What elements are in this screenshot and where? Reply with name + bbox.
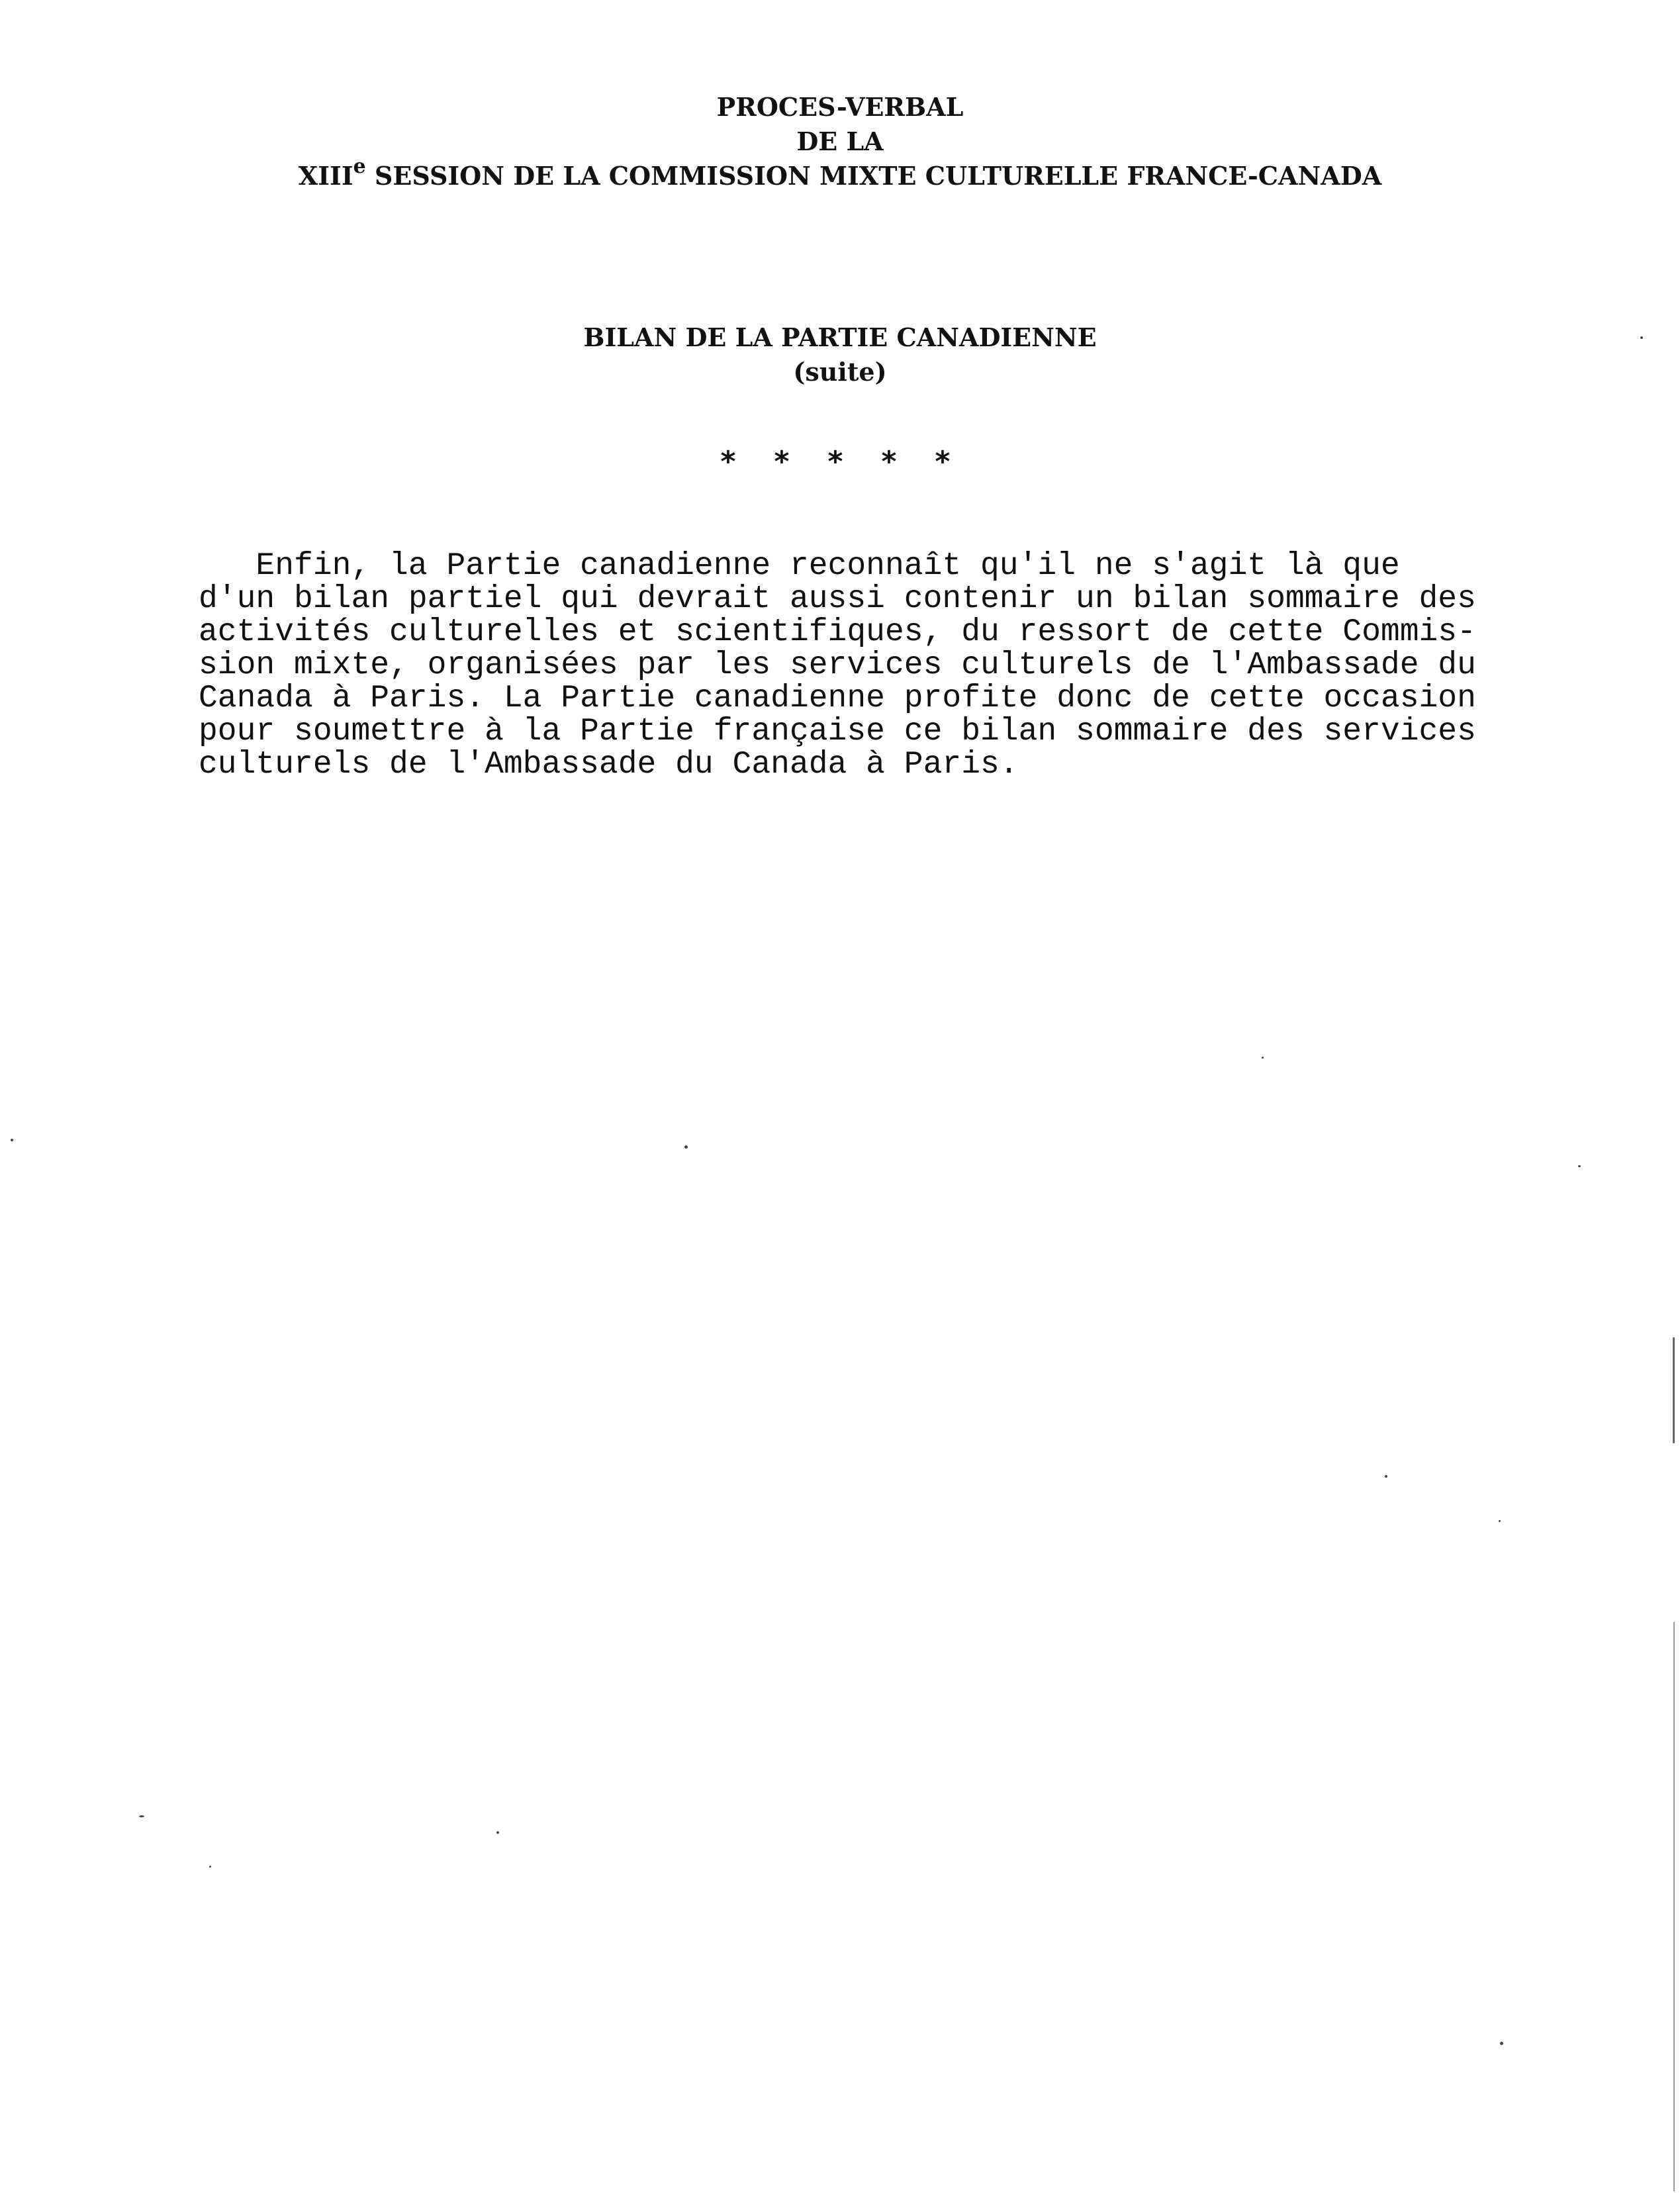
title-line-3	[0, 155, 1680, 193]
paragraph-line: pour soumettre à la Partie française ce bilan sommaire des services	[199, 714, 1476, 749]
scan-speck	[209, 1866, 211, 1868]
scan-speck	[1578, 1165, 1581, 1167]
document-title	[0, 90, 1680, 193]
session-title: SESSION DE LA COMMISSION MIXTE CULTURELLE FRANCE-CANADA	[365, 161, 1382, 191]
scan-speck	[139, 1815, 144, 1817]
title-line-2: DE LA	[796, 126, 884, 156]
scan-speck	[11, 1139, 13, 1141]
paragraph-line: Enfin, la Partie canadienne reconnaît qu'il ne s'agit là que	[199, 548, 1400, 584]
scan-speck	[1499, 1520, 1501, 1522]
paragraph-line: activités culturelles et scientifiques, du ressort de cette Commis-	[199, 614, 1476, 650]
session-number: XIII	[298, 161, 353, 191]
section-title: BILAN DE LA PARTIE CANADIENNE	[583, 322, 1097, 352]
scan-edge-line	[1673, 1337, 1675, 1443]
scan-speck	[1640, 336, 1643, 339]
section-subtitle: (suite)	[793, 357, 887, 387]
paragraph-line: Canada à Paris. La Partie canadienne profite donc de cette occasion	[199, 681, 1476, 716]
section-heading	[0, 320, 1680, 389]
session-ordinal-suffix: e	[353, 155, 366, 178]
scan-speck	[684, 1145, 688, 1149]
scan-speck	[1262, 1057, 1264, 1059]
title-line-1: PROCES-VERBAL	[716, 92, 964, 122]
paragraph-line: culturels de l'Ambassade du Canada à Paris.	[199, 747, 1019, 783]
paragraph-line: d'un bilan partiel qui devrait aussi contenir un bilan sommaire des	[199, 581, 1476, 617]
asterisk-separator: * * * * *	[719, 445, 961, 479]
scan-speck	[1500, 2042, 1503, 2045]
paragraph-line: sion mixte, organisées par les services culturels de l'Ambassade du	[199, 647, 1476, 683]
scan-edge-line	[1673, 1622, 1675, 2191]
scan-speck	[1385, 1475, 1387, 1478]
body-paragraph	[199, 549, 1536, 781]
scan-speck	[496, 1831, 499, 1834]
